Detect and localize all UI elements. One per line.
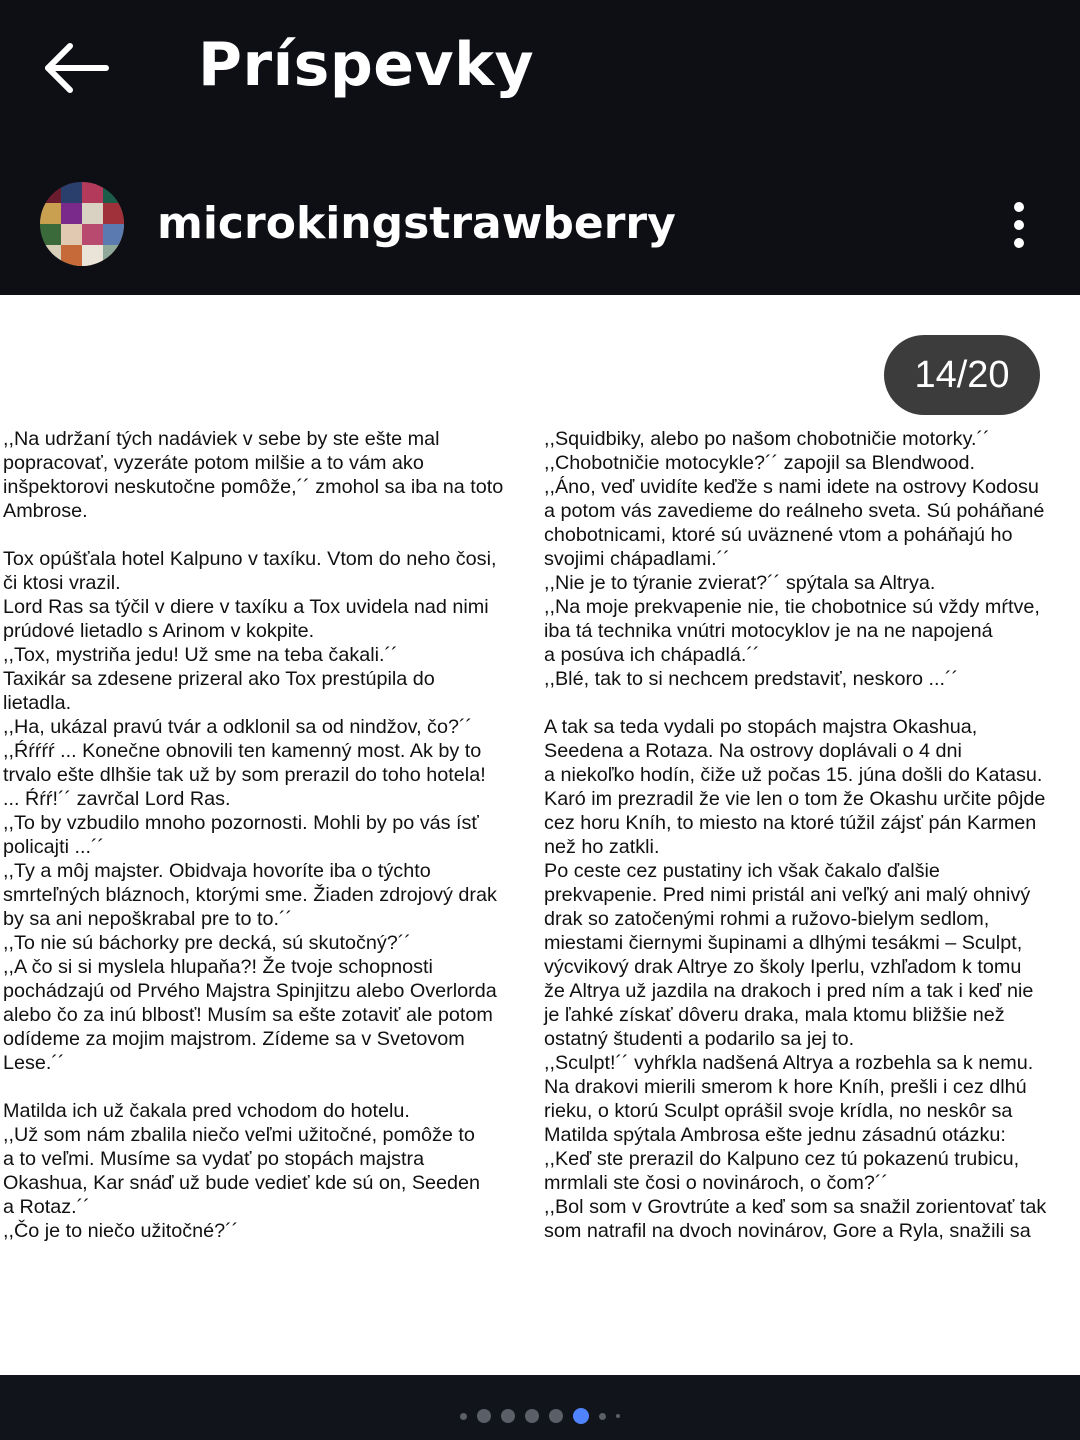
more-options-button[interactable] (1000, 200, 1040, 250)
text-line: prúdové lietadlo s Arinom v kokpite. (3, 620, 315, 642)
text-line: Lese.´´ (3, 1052, 65, 1074)
text-line: ,,Bol som v Grovtrúte a keď som sa snažil zorientovať tak (544, 1196, 1047, 1218)
text-line: ,,Na moje prekvapenie nie, tie chobotnice sú vždy mŕtve, (544, 596, 1040, 618)
text-line: ,,Blé, tak to si nechcem predstaviť, neskoro ...´´ (544, 668, 959, 690)
text-line: Po ceste cez pustatiny ich však čakalo ďalšie (544, 860, 940, 882)
arrow-left-icon (40, 40, 112, 96)
carousel-dots (0, 1408, 1080, 1424)
carousel-dot (549, 1409, 563, 1423)
text-line: Okashua, Kar snáď už bude vedieť kde sú on, Seeden (3, 1172, 481, 1194)
text-line: Lord Ras sa týčil v diere v taxíku a Tox uvidela nad nimi (3, 596, 489, 618)
text-line: drak so zatočenými rohmi a ružovo-bielym sedlom, (544, 908, 990, 930)
text-line: a posúva ich chápadlá.´´ (544, 644, 760, 666)
text-line: trvalo ešte dlhšie tak už by som prerazil do toho hotela! (3, 764, 486, 786)
text-line: ... Ŕŕŕ!´´ zavrčal Lord Ras. (3, 788, 231, 810)
carousel-dot (477, 1409, 491, 1423)
text-line: odídeme za mojim majstrom. Zídeme sa v Svetovom (3, 1028, 465, 1050)
carousel-dot-active (573, 1408, 589, 1424)
text-line: Taxikár sa zdesene prizeral ako Tox prestúpila do (3, 668, 435, 690)
text-line: popracovať, vyzeráte potom milšie a to vám ako (3, 452, 424, 474)
text-line: svojimi chápadlami.´´ (544, 548, 730, 570)
text-line: prekvapenie. Pred nimi pristál ani veľký ani malý ohnivý (544, 884, 1031, 906)
page-title: Príspevky (198, 30, 535, 100)
carousel-dot (460, 1413, 467, 1420)
carousel-dot (599, 1413, 606, 1420)
page-indicator-badge: 14/20 (884, 335, 1040, 415)
text-line: ,,Nie je to týranie zvierat?´´ spýtala sa Altrya. (544, 572, 936, 594)
text-line: ,,Tox, mystriňa jedu! Už sme na teba čakali.´´ (3, 644, 398, 666)
text-line: ,,To by vzbudilo mnoho pozornosti. Mohli by po vás ísť (3, 812, 479, 834)
text-line: Karó im prezradil že vie len o tom že Okashu určite pôjde (544, 788, 1046, 810)
text-line: výcvikový drak Altrye zo školy Iperlu, vzhľadom k tomu (544, 956, 1022, 978)
avatar[interactable] (40, 182, 124, 266)
text-line: ,,Ha, ukázal pravú tvár a odklonil sa od nindžov, čo?´´ (3, 716, 473, 738)
text-line (3, 523, 533, 547)
text-line: ,,To nie sú báchorky pre decká, sú skutočný?´´ (3, 932, 411, 954)
text-line: že Altrya už jazdila na drakoch i pred ním a tak i keď nie (544, 980, 1034, 1002)
text-line (544, 691, 1080, 715)
text-line: ,,Ty a môj majster. Obidvaja hovoríte iba o týchto (3, 860, 431, 882)
text-line: mrmlali ste čosi o novinároch, o čom?´´ (544, 1172, 889, 1194)
text-line: inšpektorovi neskutočne pomôže,´´ zmohol sa iba na toto (3, 476, 504, 498)
text-column-right (544, 427, 1080, 1243)
carousel-dot (616, 1414, 620, 1418)
text-line: ostatný študenti a podarilo sa jej to. (544, 1028, 855, 1050)
text-line: Seedena a Rotaza. Na ostrovy doplávali o 4 dni (544, 740, 962, 762)
text-line: cez horu Kníh, to miesto na ktoré túžil zájsť pán Karmen (544, 812, 1037, 834)
text-line: by sa ani nepoškrabal pre to to.´´ (3, 908, 293, 930)
post-author-row (0, 160, 1080, 294)
text-line: ,,Sculpt!´´ vyhŕkla nadšená Altrya a rozbehla sa k nemu. (544, 1052, 1034, 1074)
back-button[interactable] (40, 40, 112, 96)
text-line: či ktosi vrazil. (3, 572, 121, 594)
text-line: Ambrose. (3, 500, 88, 522)
text-column-left (3, 427, 533, 1243)
username[interactable]: microkingstrawberry (157, 198, 676, 249)
text-line: a Rotaz.´´ (3, 1196, 90, 1218)
text-line: pochádzajú od Prvého Majstra Spinjitzu alebo Overlorda (3, 980, 497, 1002)
text-line: chobotnicami, ktoré sú uväznené vtom a poháňajú ho (544, 524, 1013, 546)
text-line: než ho zatkli. (544, 836, 660, 858)
text-line: ,,Squidbiky, alebo po našom chobotničie motorky.´´ (544, 428, 990, 450)
text-line: a niekoľko hodín, čiže už počas 15. júna došli do Katasu. (544, 764, 1043, 786)
text-line: lietadla. (3, 692, 72, 714)
text-line: je ľahké získať dôveru draka, mala ktomu bližšie než (544, 1004, 1005, 1026)
text-line: ,,Ŕŕŕŕŕ ... Konečne obnovili ten kamenný most. Ak by to (3, 740, 482, 762)
text-line: som natrafil na dvoch novinárov, Gore a Ryla, snažili sa (544, 1220, 1031, 1242)
text-line: smrteľných bláznoch, ktorými sme. Žiaden zdrojový drak (3, 884, 497, 906)
text-line: A tak sa teda vydali po stopách majstra Okashua, (544, 716, 978, 738)
more-vertical-icon (1014, 202, 1024, 212)
text-line (3, 1075, 533, 1099)
text-line: Na drakovi mierili smerom k hore Kníh, prešli i cez dlhú (544, 1076, 1027, 1098)
text-line: miestami čiernymi šupinami a dlhými tesákmi – Sculpt, (544, 932, 1023, 954)
text-line: policajti ...´´ (3, 836, 105, 858)
carousel-dot (501, 1409, 515, 1423)
text-line: ,,Áno, veď uvidíte keďže s nami idete na ostrovy Kodosu (544, 476, 1039, 498)
text-line: iba tá technika vnútri motocyklov je na ne napojená (544, 620, 993, 642)
text-line: ,,Chobotničie motocykle?´´ zapojil sa Blendwood. (544, 452, 976, 474)
text-line: Matilda ich už čakala pred vchodom do hotelu. (3, 1100, 410, 1122)
text-line: ,,Čo je to niečo užitočné?´´ (3, 1220, 239, 1242)
text-line: rieku, o ktorú Sculpt oprášil svoje krídla, no neskôr sa (544, 1100, 1013, 1122)
text-line: ,,Už som nám zbalila niečo veľmi užitočné, pomôže to (3, 1124, 475, 1146)
text-line: ,,Na udržaní tých nadáviek v sebe by ste ešte mal (3, 428, 440, 450)
text-line: Matilda spýtala Ambrosa ešte jednu zásadnú otázku: (544, 1124, 1006, 1146)
text-line: ,,Keď ste prerazil do Kalpuno cez tú pokazenú trubicu, (544, 1148, 1020, 1170)
carousel-dot (525, 1409, 539, 1423)
text-line: a potom vás zavedieme do reálneho sveta. Sú poháňané (544, 500, 1045, 522)
text-line: Tox opúšťala hotel Kalpuno v taxíku. Vtom do neho čosi, (3, 548, 497, 570)
text-line: alebo čo za inú blbosť! Musím sa ešte zotaviť ale potom (3, 1004, 493, 1026)
text-line: ,,A čo si si myslela hlupaňa?! Že tvoje schopnosti (3, 956, 433, 978)
app-header (0, 0, 1080, 140)
post-image (0, 295, 1080, 1375)
text-line: a to veľmi. Musíme sa vydať po stopách majstra (3, 1148, 425, 1170)
